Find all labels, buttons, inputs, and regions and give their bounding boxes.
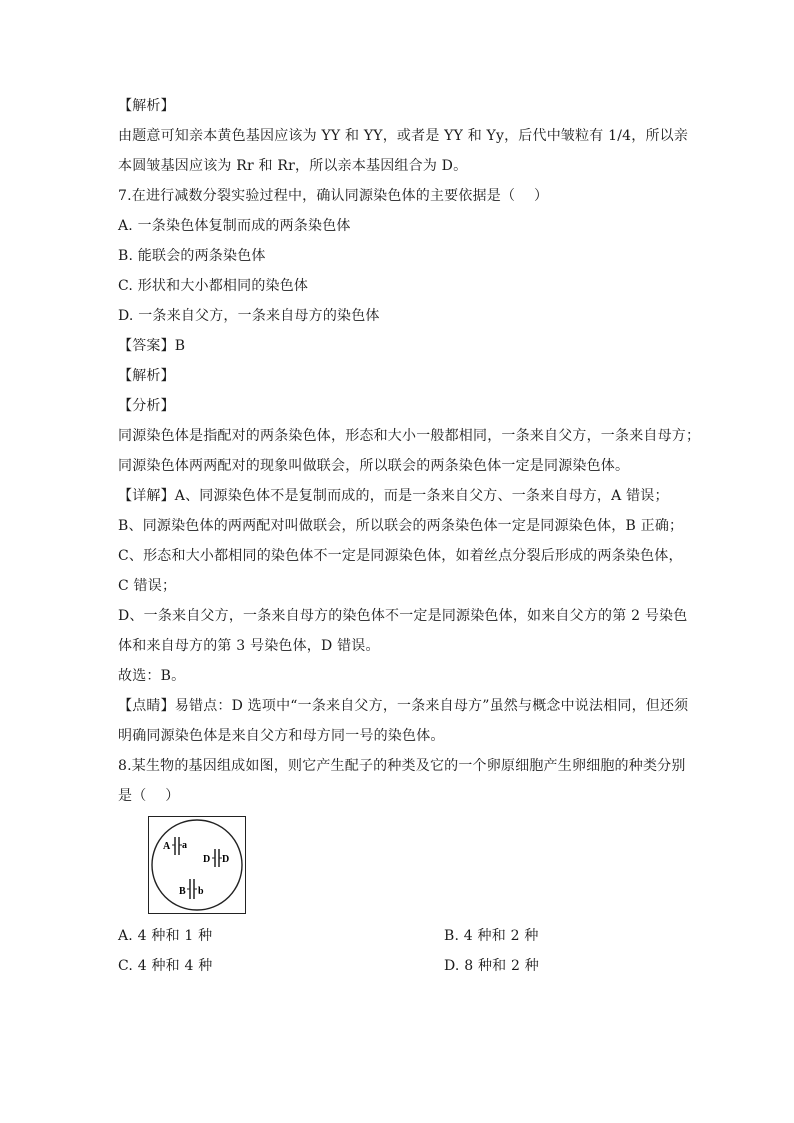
tip-line: 明确同源染色体是来自父方和母方同一号的染色体。 <box>118 728 445 744</box>
option-b: B. 4 种和 2 种 <box>444 928 539 944</box>
options-row-2 <box>118 956 678 976</box>
tip-line: 【点睛】易错点：D 选项中“一条来自父方，一条来自母方”虽然与概念中说法相同，但还须 <box>118 698 689 714</box>
detail-line: 体和来自母方的第 3 号染色体，D 错误。 <box>118 638 380 654</box>
option-d: D. 一条来自父方，一条来自母方的染色体 <box>118 308 380 324</box>
cell-outline <box>152 820 242 910</box>
text-line: 本圆皱基因应该为 Rr 和 Rr，所以亲本基因组合为 D。 <box>118 158 468 174</box>
question-8-stem: 8.某生物的基因组成如图，则它产生配子的种类及它的一个卵原细胞产生卵细胞的种类分别 <box>118 758 686 774</box>
option-b: B. 能联会的两条染色体 <box>118 248 266 264</box>
detail-line: D、一条来自父方，一条来自母方的染色体不一定是同源染色体，如来自父方的第 2 号染色 <box>118 608 688 624</box>
text-line: 由题意可知亲本黄色基因应该为 YY 和 YY，或者是 YY 和 Yy，后代中皱粒有 1/4，所以亲 <box>118 128 689 144</box>
cell-diagram <box>149 817 245 913</box>
question-8-stem: 是（ ） <box>118 788 180 804</box>
gene-label: D <box>222 854 230 865</box>
text-line: 同源染色体两两配对的现象叫做联会，所以联会的两条染色体一定是同源染色体。 <box>118 458 630 474</box>
question-7-stem: 7.在进行减数分裂实验过程中，确认同源染色体的主要依据是（ ） <box>118 188 549 204</box>
option-a: A. 4 种和 1 种 <box>118 928 213 944</box>
gene-label: B <box>179 886 186 897</box>
document-page <box>118 96 701 986</box>
text-line: 同源染色体是指配对的两条染色体，形态和大小一般都相同，一条来自父方，一条来自母方； <box>118 428 701 444</box>
section-heading-explain: 【分析】 <box>118 398 175 414</box>
detail-line: B、同源染色体的两两配对叫做联会，所以联会的两条染色体一定是同源染色体，B 正确； <box>118 518 684 534</box>
conclusion-line: 故选：B。 <box>118 668 186 684</box>
detail-line: C、形态和大小都相同的染色体不一定是同源染色体，如着丝点分裂后形成的两条染色体， <box>118 548 683 564</box>
detail-line: C 错误； <box>118 578 177 594</box>
option-d: D. 8 种和 2 种 <box>444 958 539 974</box>
detail-line: 【详解】A、同源染色体不是复制而成的，而是一条来自父方、一条来自母方，A 错误； <box>118 488 669 504</box>
cell-genotype-figure <box>148 816 246 914</box>
gene-label: a <box>182 840 187 851</box>
answer-label: 【答案】B <box>118 338 186 354</box>
option-c: C. 4 种和 4 种 <box>118 958 213 974</box>
gene-label: A <box>163 841 171 852</box>
section-heading-analysis: 【解析】 <box>118 98 175 114</box>
section-heading-analysis: 【解析】 <box>118 368 175 384</box>
options-row-1 <box>118 926 678 946</box>
option-c: C. 形状和大小都相同的染色体 <box>118 278 309 294</box>
option-a: A. 一条染色体复制而成的两条染色体 <box>118 218 351 234</box>
gene-label: D <box>203 854 211 865</box>
gene-label: b <box>198 886 204 897</box>
